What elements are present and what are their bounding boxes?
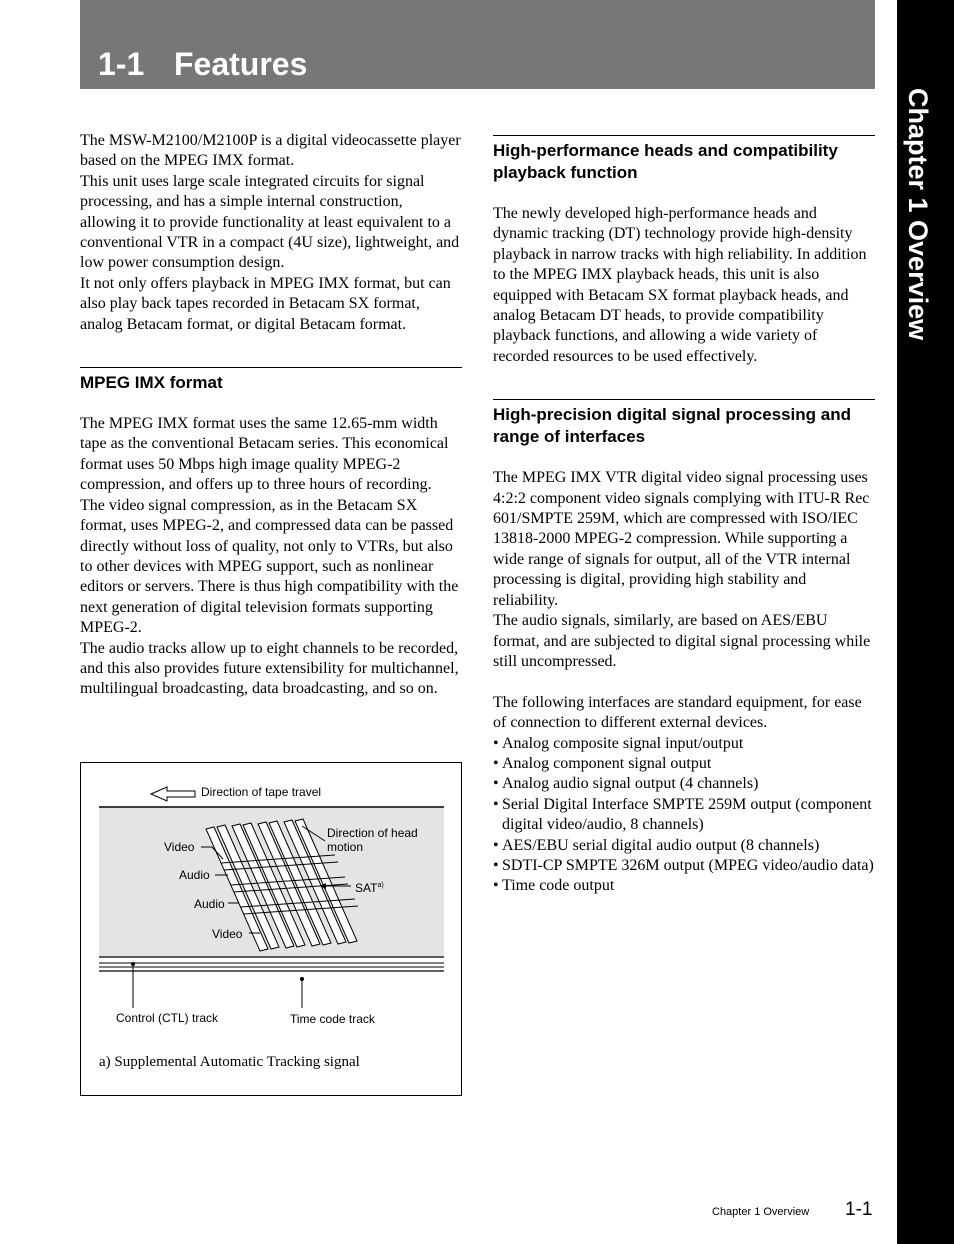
sat-label xyxy=(355,879,384,895)
list-item: • SDTI-CP SMPTE 326M output (MPEG video/audio data) xyxy=(493,856,875,876)
intro-paragraph: This unit uses large scale integrated circuits for signal processing, and has a simple internal construction, allowing it to provide functionality at least equivalent to a conventional VTR in a compact (4U size), lightweight, and low power consumption design. xyxy=(80,172,460,272)
signal-paragraph: The MPEG IMX VTR digital video signal processing uses 4:2:2 component video signals complying with ITU-R Rec 601/SMPTE 259M, which are compressed with ISO/IEC 13818-2000 MPEG-2 compression. While supporting a wide range of signals for output, all of the VTR internal processing is digital, providing high stability and reliability. xyxy=(493,469,870,609)
list-item: • Analog audio signal output (4 channels) xyxy=(493,774,875,794)
chapter-tab-label: Chapter 1 Overview xyxy=(903,88,933,341)
audio-label-2: Audio xyxy=(194,897,225,911)
time-code-track-label: Time code track xyxy=(290,1012,375,1026)
tape-track-diagram xyxy=(80,762,462,1096)
mpeg-imx-heading: MPEG IMX format xyxy=(80,367,462,394)
signal-processing-heading: High-precision digital signal processing and range of interfaces xyxy=(493,399,875,448)
tape-travel-label: Direction of tape travel xyxy=(201,785,322,799)
video-label-top: Video xyxy=(164,840,195,854)
figure-footnote: a) Supplemental Automatic Tracking signal xyxy=(99,1054,360,1070)
right-column xyxy=(493,135,875,897)
interfaces-intro: The following interfaces are standard equipment, for ease of connection to different external devices. xyxy=(493,693,862,732)
title-bar xyxy=(80,0,875,89)
head-motion-label: Direction of head motion xyxy=(327,826,418,854)
mpeg-paragraph: The video signal compression, as in the Betacam SX format, uses MPEG-2, and compressed data can be passed directly without loss of quality, not only to VTRs, but also to other devices with MPEG support, such as nonlinear editors or servers. There is thus high compatibility with the next generation of digital television formats supporting MPEG-2. xyxy=(80,496,459,637)
footer-page-number: 1-1 xyxy=(845,1199,873,1220)
left-column xyxy=(80,131,462,700)
list-item: • Serial Digital Interface SMPTE 259M output (component digital video/audio, 8 channels) xyxy=(493,795,875,836)
intro-paragraph: The MSW-M2100/M2100P is a digital videocassette player based on the MPEG IMX format. xyxy=(80,132,461,170)
interfaces-list xyxy=(493,734,875,897)
section-number: 1-1 xyxy=(98,46,145,82)
footer-chapter-label: Chapter 1 Overview xyxy=(712,1206,810,1218)
ctl-track-label: Control (CTL) track xyxy=(116,1011,219,1025)
time-code-marker xyxy=(300,977,304,981)
list-item: • Analog composite signal input/output xyxy=(493,734,875,754)
ctl-track-marker xyxy=(131,962,135,966)
intro-paragraph: It not only offers playback in MPEG IMX format, but can also play back tapes recorded in Betacam SX format, analog Betacam format, or digital Betacam format. xyxy=(80,274,451,333)
video-label-bottom: Video xyxy=(212,927,243,941)
list-item: • Time code output xyxy=(493,876,875,896)
list-item: • AES/EBU serial digital audio output (8 channels) xyxy=(493,836,875,856)
mpeg-paragraph: The audio tracks allow up to eight channels to be recorded, and this also provides future extensibility for multichannel, multilingual broadcasting, data broadcasting, and so on. xyxy=(80,639,459,698)
sat-footnote-marker: a) xyxy=(377,882,384,889)
section-title: Features xyxy=(174,46,308,82)
track-diagram-graphic xyxy=(81,763,461,1095)
sat-text: SAT xyxy=(355,881,378,895)
list-item: • Analog component signal output xyxy=(493,754,875,774)
page-title xyxy=(98,44,307,84)
audio-label-1: Audio xyxy=(179,868,210,882)
heads-heading: High-performance heads and compatibility playback function xyxy=(493,135,875,184)
tape-direction-arrow-icon xyxy=(151,787,195,801)
chapter-side-tab xyxy=(897,0,954,1244)
mpeg-paragraph: The MPEG IMX format uses the same 12.65-mm width tape as the conventional Betacam series. This economical format uses 50 Mbps high image quality MPEG-2 compression, and offers up to three hours of recording. xyxy=(80,415,449,494)
heads-paragraph: The newly developed high-performance heads and dynamic tracking (DT) technology provide high-density playback in narrow tracks with high reliability. In addition to the MPEG IMX playback heads, this unit is also equipped with Betacam SX format playback heads, and analog Betacam DT heads, to provide compatibility playback functions, and allowing a wide variety of recorded resources to be used effectively. xyxy=(493,205,867,365)
signal-paragraph: The audio signals, similarly, are based on AES/EBU format, and are subjected to digital signal processing while still uncompressed. xyxy=(493,612,871,670)
